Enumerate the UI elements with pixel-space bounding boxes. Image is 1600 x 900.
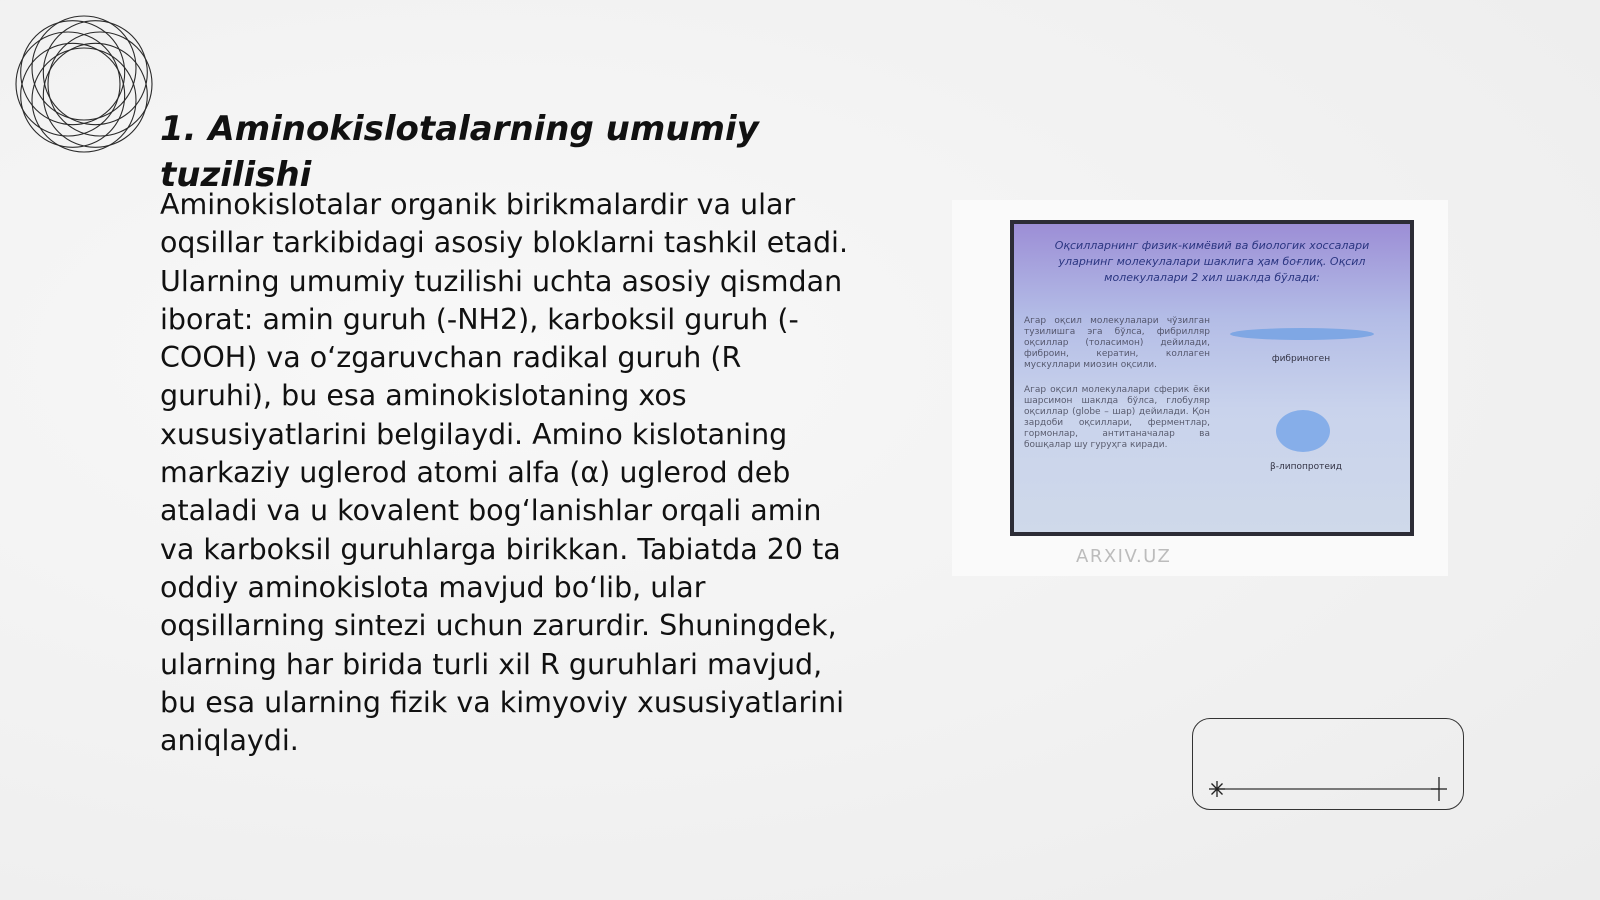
projected-slide-photo xyxy=(1010,220,1414,536)
cross-star-icon xyxy=(1431,777,1447,801)
ornament-ring xyxy=(43,21,147,125)
fibrillar-shape xyxy=(1230,328,1374,340)
globular-label: β-липопротеид xyxy=(1270,462,1342,472)
ornament-ring xyxy=(21,21,125,125)
slide-title: 1. Aminokislotalarning umumiy tuzilishi xyxy=(160,109,759,195)
ornament-ring xyxy=(21,43,125,147)
ornament-ring xyxy=(43,43,147,147)
ornament-ring xyxy=(32,16,136,120)
circles-ornament-icon xyxy=(8,8,160,160)
photo-heading: Оқсилларнинг физик-кимёвий ва биологик хоссалари уларнинг молекулалари шаклига ҳам боғлиқ. Оқсил молекулалари 2 хил шаклда бўлади: xyxy=(1054,239,1370,284)
globular-shape xyxy=(1276,410,1330,452)
embedded-photo xyxy=(952,200,1448,576)
watermark-text: ARXIV.UZ xyxy=(1076,546,1172,567)
photo-bullet: Агар оқсил молекулалари сферик ёки шарсимон шаклда бўлса, глобуляр оқсиллар (globe – шар) дейилади. Қон зардоби оқсиллари, ферментлар, гормонлар, антитаначалар ва бошқалар шу гуруҳга киради. xyxy=(1024,385,1210,450)
photo-bullet: Агар оқсил молекулалари чўзилган тузилишга эга бўлса, фибрилляр оқсиллар (толасимон) дейилади, фиброин, кератин, коллаген мускуллари миозин оқсили. xyxy=(1024,316,1210,370)
ornament-ring xyxy=(16,32,120,136)
frame-line-ornament xyxy=(1193,719,1465,811)
decorative-frame xyxy=(1192,718,1464,810)
photo-bullet-list xyxy=(1024,316,1210,465)
fibrillar-label: фибриноген xyxy=(1271,354,1331,364)
slide-body-text: Aminokislotalar organik birikmalardir va ular oqsillar tarkibidagi asosiy bloklarni tashkil etadi. Ularning umumiy tuzilishi uchta asosiy qismdan iborat: amin guruh (-NH2), karboksil guruh (-COOH) va o‘zgaruvchan radikal guruh (R guruhi), bu esa aminokislotaning xos xususiyatlarini belgilaydi. Amino kislotaning markaziy uglerod atomi alfa (α) uglerod deb ataladi va u kovalent bog‘lanishlar orqali amin va karboksil guruhlarga birikkan. Tabiatda 20 ta oddiy aminokislota mavjud bo‘lib, ular oqsillarning sintezi uchun zarurdir. Shuningdek, ularning har birida turli xil R guruhlari mavjud, bu esa ularning fizik va kimyoviy xususiyatlarini aniqlaydi. xyxy=(160,188,849,758)
sparkle-star-icon xyxy=(1209,781,1225,797)
ornament-ring xyxy=(32,48,136,152)
ornament-ring xyxy=(48,32,152,136)
